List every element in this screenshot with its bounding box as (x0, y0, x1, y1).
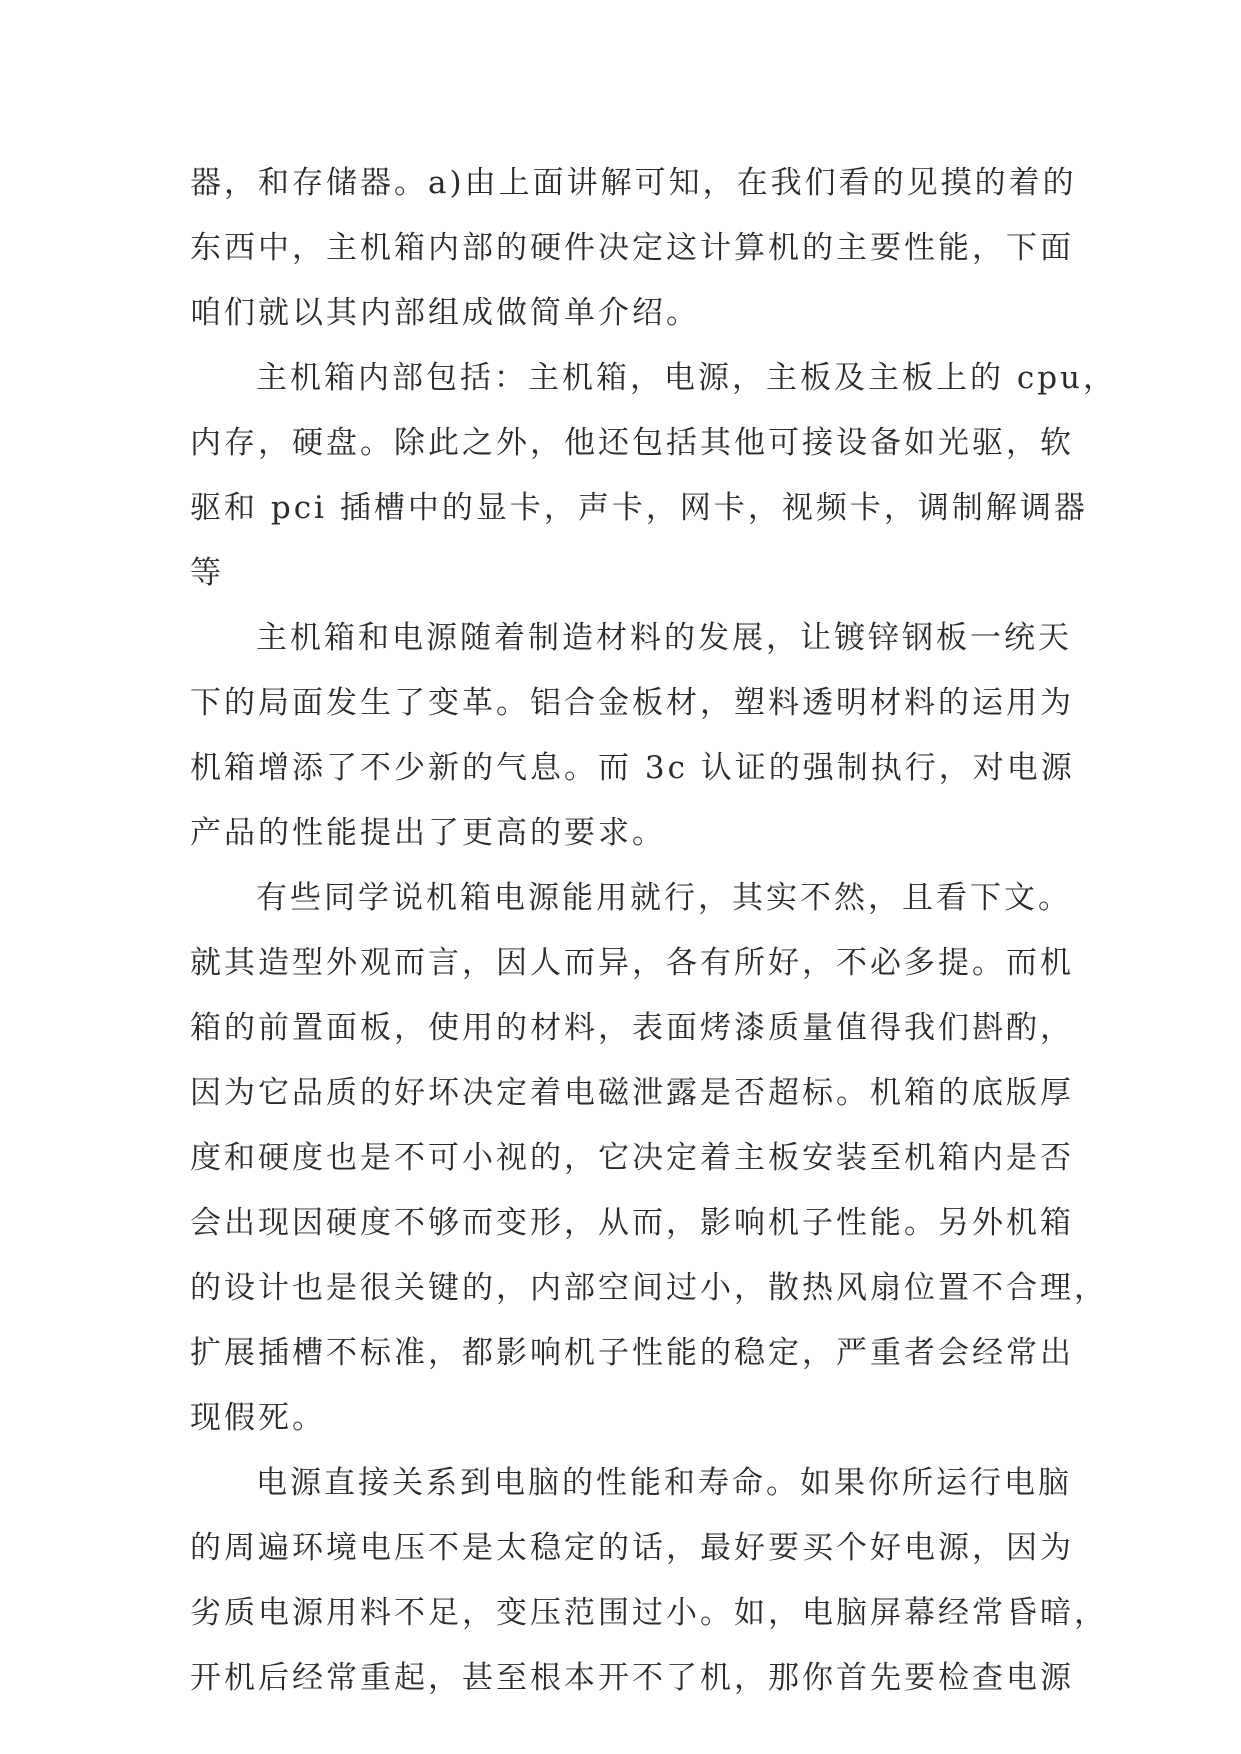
text-line: 扩展插槽不标准，都影响机子性能的稳定，严重者会经常出 (190, 1335, 1074, 1371)
text-line: 现假死。 (190, 1400, 326, 1436)
text-line: 主机箱内部包括：主机箱，电源，主板及主板上的 cpu， (256, 360, 1118, 396)
text-line: 会出现因硬度不够而变形，从而，影响机子性能。另外机箱 (190, 1205, 1074, 1241)
text-line: 劣质电源用料不足，变压范围过小。如，电脑屏幕经常昏暗， (190, 1595, 1108, 1631)
text-line: 的设计也是很关键的，内部空间过小，散热风扇位置不合理， (190, 1270, 1108, 1306)
text-line: 咱们就以其内部组成做简单介绍。 (190, 295, 700, 331)
text-line: 开机后经常重起，甚至根本开不了机，那你首先要检查电源 (190, 1660, 1074, 1696)
text-line: 因为它品质的好坏决定着电磁泄露是否超标。机箱的底版厚 (190, 1075, 1074, 1111)
text-line: 东西中，主机箱内部的硬件决定这计算机的主要性能，下面 (190, 230, 1074, 266)
text-line: 度和硬度也是不可小视的，它决定着主板安装至机箱内是否 (190, 1140, 1074, 1176)
text-line: 有些同学说机箱电源能用就行，其实不然，且看下文。 (256, 880, 1072, 916)
text-line: 内存，硬盘。除此之外，他还包括其他可接设备如光驱，软 (190, 425, 1074, 461)
text-line: 主机箱和电源随着制造材料的发展，让镀锌钢板一统天 (256, 620, 1072, 656)
document-body (190, 163, 1118, 1723)
text-line: 就其造型外观而言，因人而异，各有所好，不必多提。而机 (190, 945, 1074, 981)
text-line: 驱和 pci 插槽中的显卡，声卡，网卡，视频卡，调制解调器 (190, 490, 1088, 526)
text-line: 机箱增添了不少新的气息。而 3c 认证的强制执行，对电源 (190, 750, 1075, 786)
text-line: 产品的性能提出了更高的要求。 (190, 815, 666, 851)
text-line: 器，和存储器。a)由上面讲解可知，在我们看的见摸的着的 (190, 165, 1077, 201)
text-line: 等 (190, 555, 224, 591)
text-line: 箱的前置面板，使用的材料，表面烤漆质量值得我们斟酌， (190, 1010, 1074, 1046)
text-line: 电源直接关系到电脑的性能和寿命。如果你所运行电脑 (256, 1465, 1072, 1501)
text-line: 下的局面发生了变革。铝合金板材，塑料透明材料的运用为 (190, 685, 1074, 721)
text-line: 的周遍环境电压不是太稳定的话，最好要买个好电源，因为 (190, 1530, 1074, 1566)
